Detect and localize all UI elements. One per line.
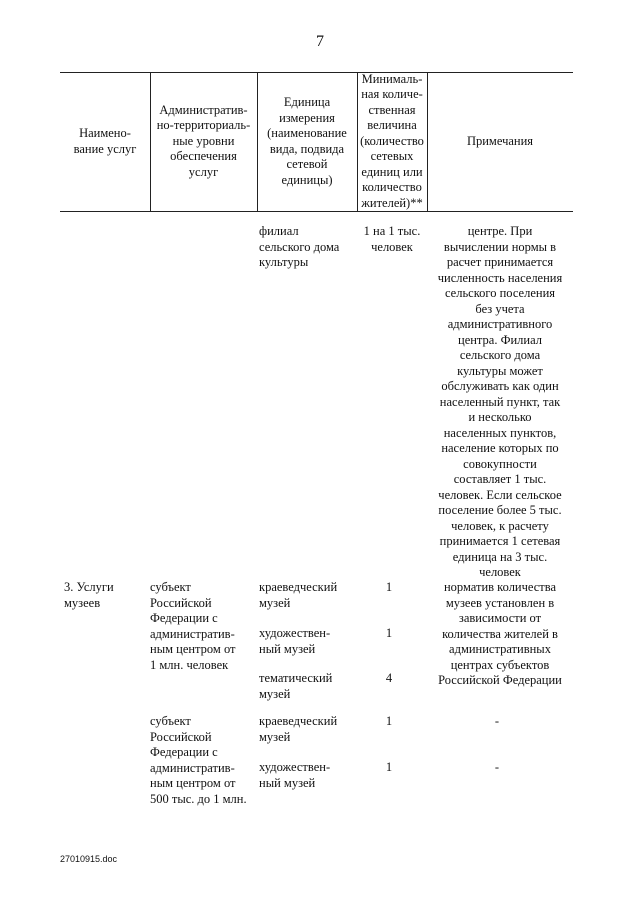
header-admin-levels: Административ- но-территориаль- ные уровни обеспечения услуг — [156, 102, 251, 179]
header-min-value: Минималь- ная количе- ственная величина (количество сетевых единиц или количество жителей)** — [360, 71, 424, 210]
row-c-note-2: - — [494, 760, 500, 774]
row-b-level: субъект Российской Федерации с административ- ным центром от 1 млн. человек — [150, 580, 236, 672]
row-b-value-3: 4 — [385, 671, 393, 685]
row-b-note: норматив количества музеев установлен в зависимости от количества жителей в административных центрах субъектов Российской Федерации — [438, 580, 562, 687]
row-c-level: субъект Российской Федерации с административ- ным центром от 500 тыс. до 1 млн. — [150, 714, 247, 806]
row-c-unit-1: краеведческий музей — [259, 714, 338, 744]
row-a-value: 1 на 1 тыс. человек — [363, 224, 421, 254]
row-a-note: центре. При вычислении нормы в расчет принимается численность населения сельского поселения без учета административного центра. Филиал сельского дома культуры может обслуживать как один населенный пункт, так и несколько населенных пунктов, население которых по совокупности составляет 1 тыс. человек. Если сельское поселение более 5 тыс. человек, к расчету принимается 1 сетевая единица на 3 тыс. человек — [437, 224, 563, 579]
row-b-unit-3: тематический музей — [259, 671, 333, 701]
row-c-value-1: 1 — [385, 714, 393, 728]
header-notes: Примечания — [466, 133, 534, 148]
row-b-unit-2: художествен- ный музей — [259, 626, 331, 656]
header-unit: Единица измерения (наименование вида, подвида сетевой единицы) — [267, 95, 347, 187]
header-service-name: Наимено- вание услуг — [73, 126, 137, 156]
row-b-unit-1: краеведческий музей — [259, 580, 338, 610]
row-b-service: 3. Услуги музеев — [64, 580, 114, 610]
row-b-value-2: 1 — [385, 626, 393, 640]
page-number: 7 — [316, 33, 324, 50]
row-c-unit-2: художествен- ный музей — [259, 760, 331, 790]
document-footer-filename: 27010915.doc — [60, 854, 118, 864]
row-a-unit: филиал сельского дома культуры — [259, 224, 340, 269]
table-header-bottom-border — [60, 211, 573, 212]
row-b-value-1: 1 — [385, 580, 393, 594]
row-c-value-2: 1 — [385, 760, 393, 774]
row-c-note-1: - — [494, 714, 500, 728]
